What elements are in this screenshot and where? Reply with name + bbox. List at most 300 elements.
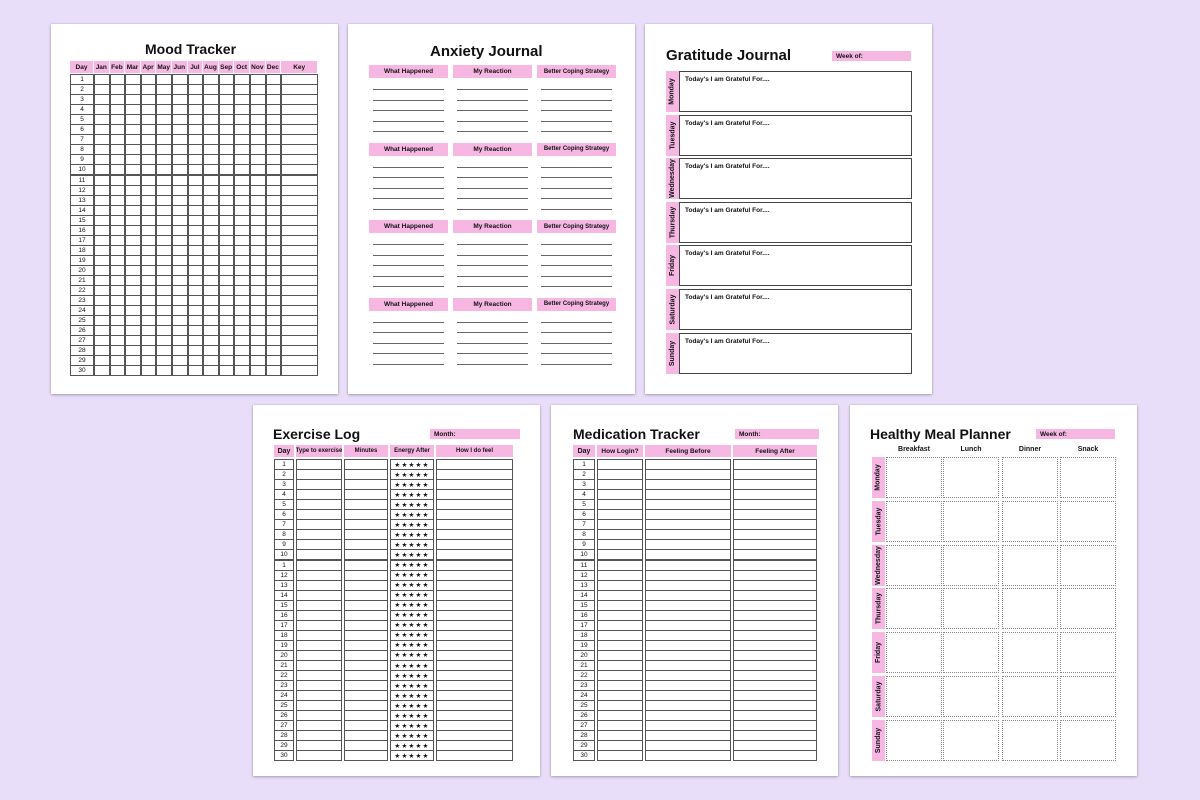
writing-line[interactable] <box>373 177 444 178</box>
day-number: 21 <box>573 660 595 671</box>
meal-cell[interactable] <box>1060 720 1116 761</box>
energy-rating[interactable]: ★★★★★ <box>390 529 434 540</box>
column-header: May <box>156 61 171 73</box>
column-header: My Reaction <box>453 143 532 156</box>
day-number: 10 <box>573 549 595 560</box>
writing-line[interactable] <box>541 322 612 323</box>
gratitude-prompt: Today's I am Grateful For.... <box>685 206 770 214</box>
day-number: 6 <box>573 509 595 520</box>
writing-line[interactable] <box>457 209 528 210</box>
meal-cell[interactable] <box>1002 457 1058 498</box>
meal-cell[interactable] <box>943 457 999 498</box>
column-header: How Login? <box>597 445 643 457</box>
day-number: 27 <box>274 720 294 731</box>
day-label: Tuesday <box>872 501 885 542</box>
page-title: Mood Tracker <box>145 41 237 57</box>
meal-cell[interactable] <box>886 545 942 586</box>
day-number: 29 <box>274 740 294 751</box>
day-number: 18 <box>573 630 595 641</box>
day-number: 23 <box>573 680 595 691</box>
day-number: 8 <box>573 529 595 540</box>
column-header: Jul <box>188 61 203 73</box>
writing-line[interactable] <box>541 198 612 199</box>
day-number: 13 <box>274 580 294 591</box>
meal-planner-page <box>850 405 1137 776</box>
gratitude-entry[interactable] <box>679 245 912 286</box>
meal-cell[interactable] <box>1060 501 1116 542</box>
page-title: Exercise Log <box>273 426 361 442</box>
energy-rating[interactable]: ★★★★★ <box>390 680 434 691</box>
column-header: How I do feel <box>436 445 513 457</box>
column-header: Better Coping Strategy <box>537 220 616 233</box>
day-number: 5 <box>70 114 94 125</box>
meal-cell[interactable] <box>1060 588 1116 629</box>
medication-tracker-page <box>551 405 838 776</box>
energy-rating[interactable]: ★★★★★ <box>390 539 434 550</box>
energy-rating[interactable]: ★★★★★ <box>390 479 434 490</box>
column-header: Dec <box>266 61 281 73</box>
gratitude-prompt: Today's I am Grateful For.... <box>685 119 770 127</box>
day-number: 24 <box>70 305 94 316</box>
meal-cell[interactable] <box>886 501 942 542</box>
day-number: 15 <box>274 600 294 611</box>
column-header: Feeling After <box>733 445 817 457</box>
writing-line[interactable] <box>373 353 444 354</box>
meal-cell[interactable] <box>886 588 942 629</box>
writing-line[interactable] <box>541 89 612 90</box>
writing-line[interactable] <box>457 364 528 365</box>
day-number: 26 <box>573 710 595 721</box>
day-number: 16 <box>573 610 595 621</box>
energy-rating[interactable]: ★★★★★ <box>390 750 434 761</box>
writing-line[interactable] <box>541 364 612 365</box>
writing-line[interactable] <box>541 131 612 132</box>
day-number: 13 <box>573 580 595 591</box>
energy-rating[interactable]: ★★★★★ <box>390 560 434 571</box>
writing-line[interactable] <box>373 167 444 168</box>
day-number: 19 <box>70 255 94 266</box>
writing-line[interactable] <box>373 322 444 323</box>
day-number: 28 <box>70 345 94 356</box>
writing-line[interactable] <box>457 89 528 90</box>
writing-line[interactable] <box>373 188 444 189</box>
mood-cell[interactable] <box>203 365 219 376</box>
column-header: Energy After <box>390 445 434 457</box>
gratitude-entry[interactable] <box>679 158 912 199</box>
day-number: 7 <box>70 134 94 145</box>
mood-cell[interactable] <box>250 365 266 376</box>
energy-rating[interactable]: ★★★★★ <box>390 549 434 560</box>
writing-line[interactable] <box>541 255 612 256</box>
day-label: Monday <box>666 71 679 112</box>
day-number: 1 <box>274 459 294 470</box>
mood-cell[interactable] <box>156 365 172 376</box>
energy-rating[interactable]: ★★★★★ <box>390 630 434 641</box>
day-number: 2 <box>274 469 294 480</box>
day-number: 20 <box>274 650 294 661</box>
meal-cell[interactable] <box>886 457 942 498</box>
writing-line[interactable] <box>457 265 528 266</box>
page-title: Anxiety Journal <box>430 43 543 60</box>
day-number: 25 <box>70 315 94 326</box>
day-number: 22 <box>274 670 294 681</box>
column-header: Better Coping Strategy <box>537 65 616 78</box>
day-number: 6 <box>274 509 294 520</box>
writing-line[interactable] <box>373 255 444 256</box>
day-number: 16 <box>70 225 94 236</box>
day-number: 9 <box>70 154 94 165</box>
energy-rating[interactable]: ★★★★★ <box>390 570 434 581</box>
writing-line[interactable] <box>457 343 528 344</box>
page-title: Healthy Meal Planner <box>870 426 1011 442</box>
meal-cell[interactable] <box>943 632 999 673</box>
column-header: Apr <box>141 61 156 73</box>
day-number: 29 <box>573 740 595 751</box>
writing-line[interactable] <box>457 121 528 122</box>
day-number: 7 <box>274 519 294 530</box>
meal-cell[interactable] <box>943 720 999 761</box>
day-number: 8 <box>274 529 294 540</box>
mood-cell[interactable] <box>172 365 188 376</box>
column-header: Feb <box>110 61 125 73</box>
mood-cell[interactable] <box>110 365 126 376</box>
day-number: 30 <box>70 365 94 376</box>
column-header: Jan <box>94 61 109 73</box>
meal-cell[interactable] <box>943 501 999 542</box>
day-label: Friday <box>666 245 679 286</box>
writing-line[interactable] <box>373 198 444 199</box>
day-number: 28 <box>573 730 595 741</box>
meal-cell[interactable] <box>886 632 942 673</box>
writing-line[interactable] <box>373 244 444 245</box>
day-number: 16 <box>274 610 294 621</box>
energy-rating[interactable]: ★★★★★ <box>390 489 434 500</box>
day-label: Wednesday <box>666 158 679 199</box>
day-number: 30 <box>573 750 595 761</box>
day-number: 28 <box>274 730 294 741</box>
writing-line[interactable] <box>541 110 612 111</box>
day-number: 15 <box>70 215 94 226</box>
mood-cell[interactable] <box>219 365 235 376</box>
writing-line[interactable] <box>373 276 444 277</box>
writing-line[interactable] <box>457 100 528 101</box>
day-number: 25 <box>274 700 294 711</box>
day-number: 9 <box>573 539 595 550</box>
gratitude-entry[interactable] <box>679 202 912 243</box>
day-number: 17 <box>274 620 294 631</box>
column-header: Nov <box>250 61 265 73</box>
day-number: 12 <box>274 570 294 581</box>
writing-line[interactable] <box>457 255 528 256</box>
writing-line[interactable] <box>373 209 444 210</box>
column-header: Minutes <box>344 445 388 457</box>
mood-cell[interactable] <box>281 365 318 376</box>
writing-line[interactable] <box>373 343 444 344</box>
writing-line[interactable] <box>457 188 528 189</box>
meal-cell[interactable] <box>943 588 999 629</box>
energy-rating[interactable]: ★★★★★ <box>390 700 434 711</box>
writing-line[interactable] <box>541 276 612 277</box>
day-number: 17 <box>70 235 94 246</box>
writing-line[interactable] <box>457 131 528 132</box>
day-number: 10 <box>70 164 94 175</box>
column-header: My Reaction <box>453 298 532 311</box>
writing-line[interactable] <box>541 167 612 168</box>
column-header: Oct <box>234 61 249 73</box>
writing-line[interactable] <box>457 286 528 287</box>
energy-rating[interactable]: ★★★★★ <box>390 600 434 611</box>
column-header: Key <box>281 61 317 73</box>
day-number: 10 <box>274 549 294 560</box>
column-header: Aug <box>203 61 218 73</box>
day-label: Sunday <box>666 333 679 374</box>
column-header: Sep <box>219 61 234 73</box>
day-number: 18 <box>274 630 294 641</box>
day-number: 18 <box>70 245 94 256</box>
day-number: 15 <box>573 600 595 611</box>
writing-line[interactable] <box>457 276 528 277</box>
mood-cell[interactable] <box>234 365 250 376</box>
column-header: Feeling Before <box>645 445 731 457</box>
day-number: 27 <box>70 335 94 346</box>
day-number: 7 <box>573 519 595 530</box>
gratitude-entry[interactable] <box>679 333 912 374</box>
gratitude-prompt: Today's I am Grateful For.... <box>685 294 770 301</box>
column-header: Better Coping Strategy <box>537 143 616 156</box>
day-number: 23 <box>274 680 294 691</box>
energy-rating[interactable]: ★★★★★ <box>390 580 434 591</box>
writing-line[interactable] <box>541 343 612 344</box>
writing-line[interactable] <box>373 286 444 287</box>
energy-rating[interactable]: ★★★★★ <box>390 499 434 510</box>
meal-cell[interactable] <box>1060 676 1116 717</box>
energy-rating[interactable]: ★★★★★ <box>390 459 434 470</box>
energy-rating[interactable]: ★★★★★ <box>390 710 434 721</box>
mood-cell[interactable] <box>266 365 282 376</box>
writing-line[interactable] <box>457 198 528 199</box>
column-header: Better Coping Strategy <box>537 298 616 311</box>
mood-cell[interactable] <box>141 365 157 376</box>
column-header: My Reaction <box>453 65 532 78</box>
writing-line[interactable] <box>457 177 528 178</box>
day-number: 30 <box>274 750 294 761</box>
meal-header: Lunch <box>960 446 982 453</box>
day-label: Sunday <box>872 720 885 761</box>
energy-rating[interactable]: ★★★★★ <box>390 650 434 661</box>
column-header: Jun <box>172 61 187 73</box>
energy-rating[interactable]: ★★★★★ <box>390 469 434 480</box>
day-number: 21 <box>70 275 94 286</box>
gratitude-prompt: Today's I am Grateful For.... <box>685 337 770 345</box>
day-number: 17 <box>573 620 595 631</box>
day-number: 22 <box>573 670 595 681</box>
day-number: 14 <box>573 590 595 601</box>
writing-line[interactable] <box>541 100 612 101</box>
day-number: 13 <box>70 195 94 206</box>
writing-line[interactable] <box>373 100 444 101</box>
mood-tracker-page <box>51 24 338 394</box>
day-label: Saturday <box>666 289 679 330</box>
gratitude-prompt: Today's I am Grateful For.... <box>685 250 770 258</box>
writing-line[interactable] <box>541 265 612 266</box>
writing-line[interactable] <box>373 131 444 132</box>
energy-rating[interactable]: ★★★★★ <box>390 720 434 731</box>
day-number: 26 <box>70 325 94 336</box>
month-field[interactable]: Month: <box>430 429 520 439</box>
meal-cell[interactable] <box>1060 632 1116 673</box>
mood-cell[interactable] <box>188 365 204 376</box>
day-number: 5 <box>274 499 294 510</box>
meal-header: Dinner <box>1018 446 1042 453</box>
energy-rating[interactable]: ★★★★★ <box>390 740 434 751</box>
day-label: Monday <box>872 457 885 498</box>
meal-cell[interactable] <box>886 720 942 761</box>
meal-cell[interactable] <box>943 676 999 717</box>
day-label: Thursday <box>872 588 885 629</box>
column-header: What Happened <box>369 298 448 311</box>
gratitude-prompt: Today's I am Grateful For.... <box>685 163 770 171</box>
meal-cell[interactable] <box>1002 501 1058 542</box>
day-number: 4 <box>274 489 294 500</box>
day-number: 2 <box>70 84 94 95</box>
meal-cell[interactable] <box>1060 457 1116 498</box>
day-number: 20 <box>70 265 94 276</box>
writing-line[interactable] <box>541 332 612 333</box>
column-header: What Happened <box>369 143 448 156</box>
energy-rating[interactable]: ★★★★★ <box>390 620 434 631</box>
medication-cell[interactable] <box>597 750 643 761</box>
energy-rating[interactable]: ★★★★★ <box>390 590 434 601</box>
column-header: What Happened <box>369 65 448 78</box>
exercise-log-page <box>253 405 540 776</box>
day-number: 1 <box>274 560 294 571</box>
day-number: 3 <box>573 479 595 490</box>
meal-cell[interactable] <box>1060 545 1116 586</box>
day-label: Wednesday <box>872 545 885 586</box>
column-header: My Reaction <box>453 220 532 233</box>
writing-line[interactable] <box>541 188 612 189</box>
writing-line[interactable] <box>541 121 612 122</box>
day-number: 21 <box>274 660 294 671</box>
day-number: 19 <box>573 640 595 651</box>
meal-cell[interactable] <box>1002 720 1058 761</box>
day-number: 11 <box>573 560 595 571</box>
meal-cell[interactable] <box>1002 545 1058 586</box>
writing-line[interactable] <box>541 286 612 287</box>
writing-line[interactable] <box>457 167 528 168</box>
writing-line[interactable] <box>373 121 444 122</box>
meal-cell[interactable] <box>1002 588 1058 629</box>
writing-line[interactable] <box>457 244 528 245</box>
energy-rating[interactable]: ★★★★★ <box>390 640 434 651</box>
day-number: 24 <box>573 690 595 701</box>
page-title: Gratitude Journal <box>666 47 792 64</box>
week-of-field[interactable]: Week of: <box>1036 429 1115 439</box>
writing-line[interactable] <box>457 332 528 333</box>
day-number: 4 <box>573 489 595 500</box>
writing-line[interactable] <box>457 353 528 354</box>
column-header: Day <box>70 61 93 73</box>
energy-rating[interactable]: ★★★★★ <box>390 730 434 741</box>
column-header: What Happened <box>369 220 448 233</box>
day-number: 14 <box>274 590 294 601</box>
exercise-cell[interactable] <box>344 750 388 761</box>
gratitude-journal-page <box>645 24 932 394</box>
meal-cell[interactable] <box>1002 676 1058 717</box>
day-label: Saturday <box>872 676 885 717</box>
day-label: Tuesday <box>666 115 679 156</box>
writing-line[interactable] <box>541 353 612 354</box>
meal-cell[interactable] <box>943 545 999 586</box>
meal-header: Snack <box>1077 446 1099 453</box>
meal-cell[interactable] <box>886 676 942 717</box>
day-number: 20 <box>573 650 595 661</box>
month-field[interactable]: Month: <box>735 429 819 439</box>
writing-line[interactable] <box>457 322 528 323</box>
day-number: 29 <box>70 355 94 366</box>
column-header: Day <box>274 445 294 457</box>
energy-rating[interactable]: ★★★★★ <box>390 519 434 530</box>
day-number: 25 <box>573 700 595 711</box>
writing-line[interactable] <box>541 244 612 245</box>
day-number: 1 <box>70 74 94 85</box>
writing-line[interactable] <box>373 110 444 111</box>
day-number: 3 <box>70 94 94 105</box>
writing-line[interactable] <box>373 364 444 365</box>
exercise-cell[interactable] <box>296 750 342 761</box>
medication-cell[interactable] <box>645 750 731 761</box>
day-label: Friday <box>872 632 885 673</box>
writing-line[interactable] <box>373 332 444 333</box>
energy-rating[interactable]: ★★★★★ <box>390 660 434 671</box>
writing-line[interactable] <box>457 110 528 111</box>
gratitude-entry[interactable] <box>679 289 912 330</box>
gratitude-prompt: Today's I am Grateful For.... <box>685 76 770 83</box>
energy-rating[interactable]: ★★★★★ <box>390 509 434 520</box>
energy-rating[interactable]: ★★★★★ <box>390 610 434 621</box>
day-number: 4 <box>70 104 94 115</box>
energy-rating[interactable]: ★★★★★ <box>390 690 434 701</box>
day-label: Thursday <box>666 202 679 243</box>
meal-header: Breakfast <box>898 446 930 453</box>
page-title: Medication Tracker <box>573 426 700 442</box>
day-number: 2 <box>573 469 595 480</box>
gratitude-entry[interactable] <box>679 115 912 156</box>
day-number: 12 <box>70 185 94 196</box>
anxiety-journal-page <box>348 24 635 394</box>
writing-line[interactable] <box>541 209 612 210</box>
gratitude-entry[interactable] <box>679 71 912 112</box>
day-number: 19 <box>274 640 294 651</box>
writing-line[interactable] <box>541 177 612 178</box>
meal-cell[interactable] <box>1002 632 1058 673</box>
day-number: 5 <box>573 499 595 510</box>
mood-cell[interactable] <box>94 365 110 376</box>
energy-rating[interactable]: ★★★★★ <box>390 670 434 681</box>
exercise-cell[interactable] <box>436 750 513 761</box>
mood-cell[interactable] <box>125 365 141 376</box>
writing-line[interactable] <box>373 89 444 90</box>
day-number: 6 <box>70 124 94 135</box>
day-number: 26 <box>274 710 294 721</box>
writing-line[interactable] <box>373 265 444 266</box>
day-number: 12 <box>573 570 595 581</box>
day-number: 3 <box>274 479 294 490</box>
medication-cell[interactable] <box>733 750 817 761</box>
week-of-field[interactable]: Week of: <box>832 51 911 61</box>
day-number: 9 <box>274 539 294 550</box>
day-number: 23 <box>70 295 94 306</box>
